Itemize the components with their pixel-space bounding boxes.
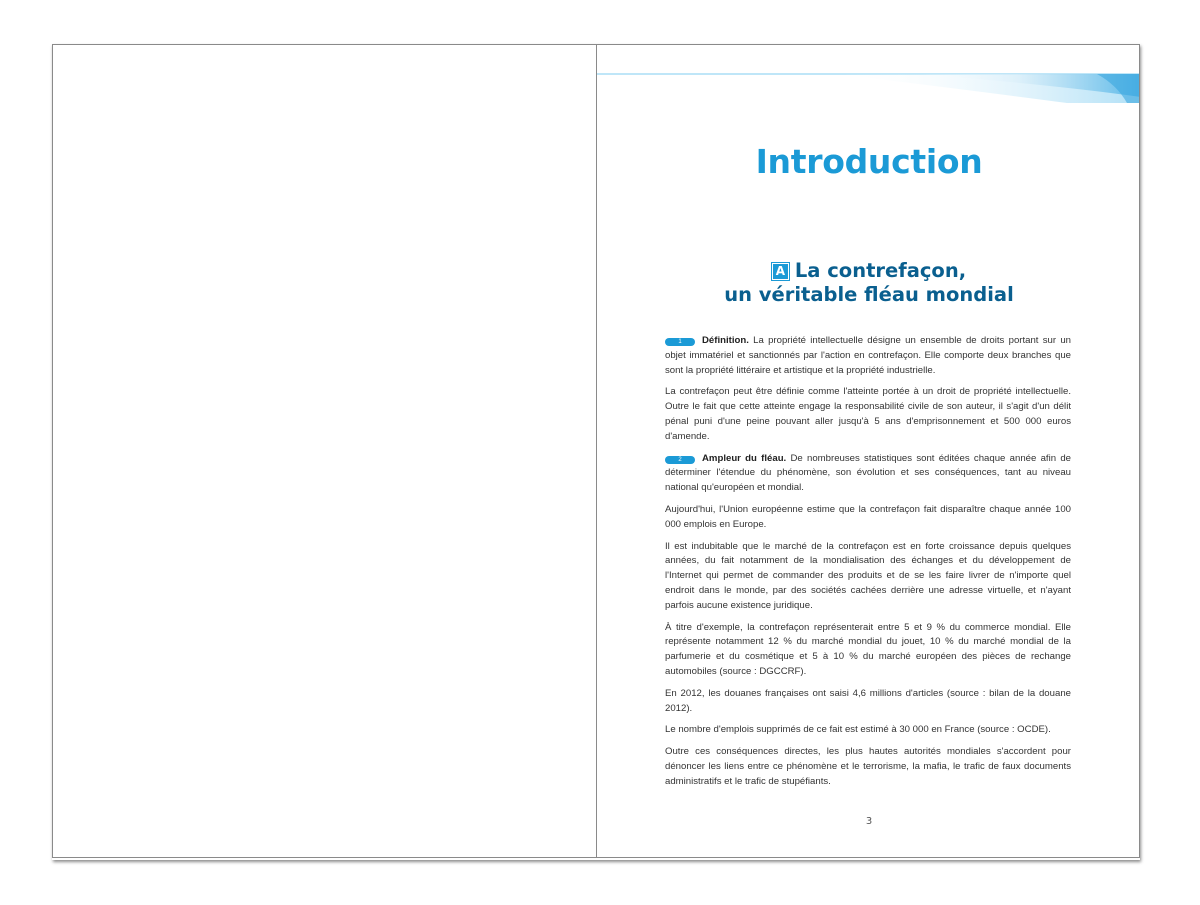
paragraph-text: De nombreuses statistiques sont éditées chaque année afin de déterminer l'étendue du phénomène, son évolution et ses conséquences, tant au niveau national qu'européen et mondial. <box>665 452 1071 494</box>
paragraph-text: La propriété intellectuelle désigne un ensemble de droits portant sur un objet immatériel et sanctionnés par l'action en contrefaçon. Elle comporte deux branches que sont la propriété littéraire et artistique et la propriété industrielle. <box>665 335 1071 376</box>
section-heading <box>597 259 1140 307</box>
paragraph: Il est indubitable que le marché de la contrefaçon est en forte croissance depuis quelques années, du fait notamment de la mondialisation des échanges et du développement de l'Internet qui permet de commander des produits et de se les faire livrer de n'importe quel endroit dans le monde, par des sociétés cachées derrière une adresse virtuelle, et n'ayant parfois aucune existence juridique. <box>665 540 1071 611</box>
paragraph: Outre ces conséquences directes, les plus hautes autorités mondiales s'accordent pour dénoncer les liens entre ce phénomène et le terrorisme, la mafia, le trafic de faux documents administratifs et le trafic de stupéfiants. <box>665 746 1071 787</box>
paragraph <box>665 452 1071 496</box>
paragraph-title: Ampleur du fléau. <box>702 452 787 464</box>
paragraph: La contrefaçon peut être définie comme l'atteinte portée à un droit de propriété intellectuelle. Outre le fait que cette atteinte engage la responsabilité civile de son auteur, il s'agit d'un délit pénal puni d'une peine pouvant aller jusqu'à 5 ans d'emprisonnement et 500 000 euros d'amende. <box>665 386 1071 442</box>
left-page-blank <box>52 44 597 858</box>
paragraph: À titre d'exemple, la contrefaçon représenterait entre 5 et 9 % du commerce mondial. Elle représente notamment 12 % du marché mondial du jouet, 10 % du marché mondial de la parfumerie et du cosmétique et 5 à 10 % du marché européen des pièces de rechange automobiles (source : DGCCRF). <box>665 621 1071 677</box>
paragraph: Le nombre d'emplois supprimés de ce fait est estimé à 30 000 en France (source : OCDE). <box>665 724 1051 736</box>
paragraph: En 2012, les douanes françaises ont saisi 4,6 millions d'articles (source : bilan de la douane 2012). <box>665 687 1071 714</box>
paragraph-title: Définition. <box>702 335 749 346</box>
body-text <box>665 334 1071 797</box>
paragraph-number-badge: 1 <box>665 338 695 346</box>
right-page <box>596 44 1140 858</box>
paragraph <box>665 334 1071 378</box>
page-number: 3 <box>865 816 873 827</box>
section-title-line2: un véritable fléau mondial <box>724 283 1014 306</box>
page-title: Introduction <box>755 142 983 181</box>
section-letter-badge: A <box>772 263 789 280</box>
paragraph-number-badge: 2 <box>665 456 695 464</box>
book-spread <box>52 44 1140 860</box>
paragraph: Aujourd'hui, l'Union européenne estime que la contrefaçon fait disparaître chaque année 100 000 emplois en Europe. <box>665 503 1071 530</box>
section-title-line1: La contrefaçon, <box>794 259 967 282</box>
decorative-header-band <box>597 73 1140 103</box>
